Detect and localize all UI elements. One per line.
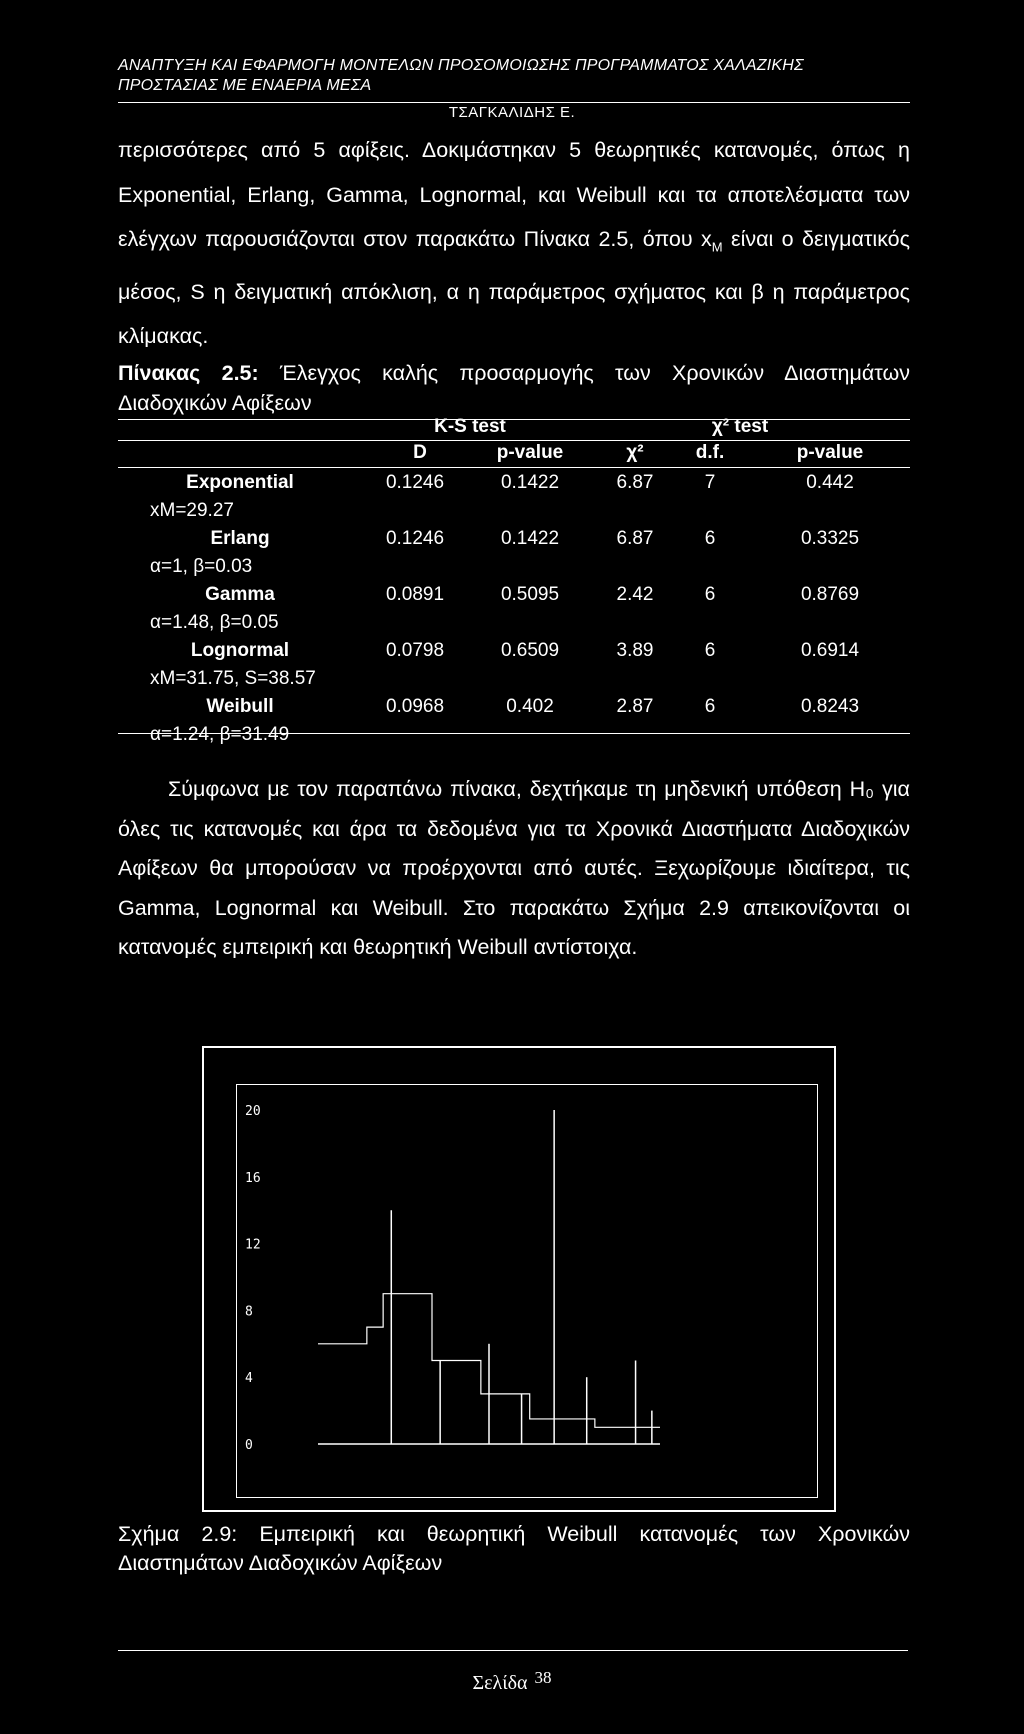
- table-cell-df: 6: [704, 640, 716, 661]
- col-header-df: d.f.: [695, 442, 725, 463]
- table-cell-df: 7: [704, 472, 716, 493]
- table-cell-d: 0.0891: [385, 584, 445, 605]
- table-cell-parameters: α=1, β=0.03: [150, 556, 253, 577]
- table-cell-parameters: α=1.24, β=31.49: [150, 724, 290, 745]
- table-cell-p: 0.402: [506, 696, 554, 717]
- author-name: ΤΣΑΓΚΑΛΙΔΗΣ Ε.: [448, 104, 576, 121]
- paragraph-2-text: Σύμφωνα με τον παραπάνω πίνακα, δεχτήκαμε τη μηδενική υπόθεση H₀ για όλες τις κατανομές και άρα τα δεδομένα για τα Χρονικά Διαστήματα Διαδοχικών Αφίξεων θα μπορούσαν να προέρχονται από αυτές. Ξεχωρίζουμε ιδιαίτερα, τις Gamma, Lognormal και Weibull. Στο παρακάτω Σχήμα 2.9 απεικονίζονται οι κατανομές εμπειρική και θεωρητική Weibull αντίστοιχα.: [118, 777, 910, 959]
- table-cell-distribution: Gamma: [205, 584, 275, 605]
- table-cell-parameters: xM=29.27: [150, 500, 234, 521]
- running-header: ΑΝΑΠΤΥΞΗ ΚΑΙ ΕΦΑΡΜΟΓΗ ΜΟΝΤΕΛΩΝ ΠΡΟΣΟΜΟΙΩΣΗΣ ΠΡΟΓΡΑΜΜΑΤΟΣ ΧΑΛΑΖΙΚΗΣ ΠΡΟΣΤΑΣΙΑΣ ΜΕ ΕΝΑΕΡΙΑ ΜΕΣΑ: [118, 57, 804, 94]
- table-cell-p2: 0.8769: [800, 584, 860, 605]
- table-cell-d: 0.1246: [385, 528, 445, 549]
- table-cell-distribution: Exponential: [186, 472, 294, 493]
- y-tick-label: 20: [245, 1104, 261, 1119]
- table-caption-text: Έλεγχος καλής προσαρμογής των Χρονικών Διαστημάτων Διαδοχικών Αφίξεων: [118, 361, 910, 415]
- table-cell-p: 0.1422: [500, 472, 560, 493]
- table-cell-distribution: Lognormal: [190, 640, 290, 661]
- page-number-value: 38: [534, 1668, 552, 1687]
- paragraph-1-text-a: περισσότερες από 5 αφίξεις. Δοκιμάστηκαν 5 θεωρητικές κατανομές, όπως η Exponential, Erlang, Gamma, Lognormal, και Weibull και τα αποτελέσματα των ελέγχων παρουσιάζονται στον παρακάτω Πίνακα 2.5, όπου: [118, 138, 910, 251]
- table-cell-p2: 0.6914: [800, 640, 860, 661]
- ks-test-header: K-S test: [434, 416, 506, 437]
- table-cell-distribution: Erlang: [210, 528, 270, 549]
- y-tick-label: 8: [245, 1304, 253, 1320]
- table-cell-p: 0.5095: [500, 584, 560, 605]
- table-cell-p2: 0.3325: [800, 528, 860, 549]
- y-tick-label: 16: [245, 1170, 261, 1186]
- page-label: Σελίδα: [472, 1672, 528, 1694]
- y-tick-label: 0: [245, 1438, 253, 1453]
- table-cell-df: 6: [704, 584, 716, 605]
- col-header-chi2: χ²: [626, 442, 644, 463]
- y-tick-label: 12: [245, 1237, 261, 1253]
- table-cell-d: 0.0798: [385, 640, 445, 661]
- paragraph-1-text-b: είναι ο δειγματικός μέσος, S η δειγματική απόκλιση, α η παράμετρος σχήματος και β η παράμετρος κλίμακας.: [118, 227, 911, 349]
- table-cell-chi2: 3.89: [616, 640, 654, 661]
- table-cell-df: 6: [704, 696, 716, 717]
- col-header-pvalue: p-value: [496, 442, 564, 463]
- table-cell-distribution: Weibull: [206, 696, 274, 717]
- figure-caption: Σχήμα 2.9: Εμπειρική και θεωρητική Weibull κατανομές των Χρονικών Διαστημάτων Διαδοχικών Αφίξεων: [118, 1522, 910, 1575]
- table-cell-p2: 0.442: [806, 472, 854, 493]
- page-number: [0, 1668, 1024, 1695]
- col-header-d: D: [413, 442, 427, 463]
- mean-symbol-sub: M: [711, 239, 723, 255]
- table-caption-label: Πίνακας 2.5:: [118, 361, 259, 385]
- table-cell-chi2: 2.42: [616, 584, 654, 605]
- table-cell-df: 6: [704, 528, 716, 549]
- y-tick-label: 4: [245, 1371, 253, 1387]
- table-cell-p: 0.6509: [500, 640, 560, 661]
- table-cell-d: 0.0968: [385, 696, 445, 717]
- table-cell-chi2: 6.87: [616, 528, 654, 549]
- mean-symbol-x: x: [701, 227, 712, 251]
- table-cell-p: 0.1422: [500, 528, 560, 549]
- col-header-pvalue-2: p-value: [796, 442, 864, 463]
- table-cell-p2: 0.8243: [800, 696, 860, 717]
- table-cell-chi2: 6.87: [616, 472, 654, 493]
- table-cell-parameters: xM=31.75, S=38.57: [150, 668, 316, 689]
- table-cell-chi2: 2.87: [616, 696, 654, 717]
- chi-test-header: χ² test: [711, 416, 769, 437]
- table-cell-parameters: α=1.48, β=0.05: [150, 612, 279, 633]
- table-cell-d: 0.1246: [385, 472, 445, 493]
- footer-rule: [118, 1650, 908, 1651]
